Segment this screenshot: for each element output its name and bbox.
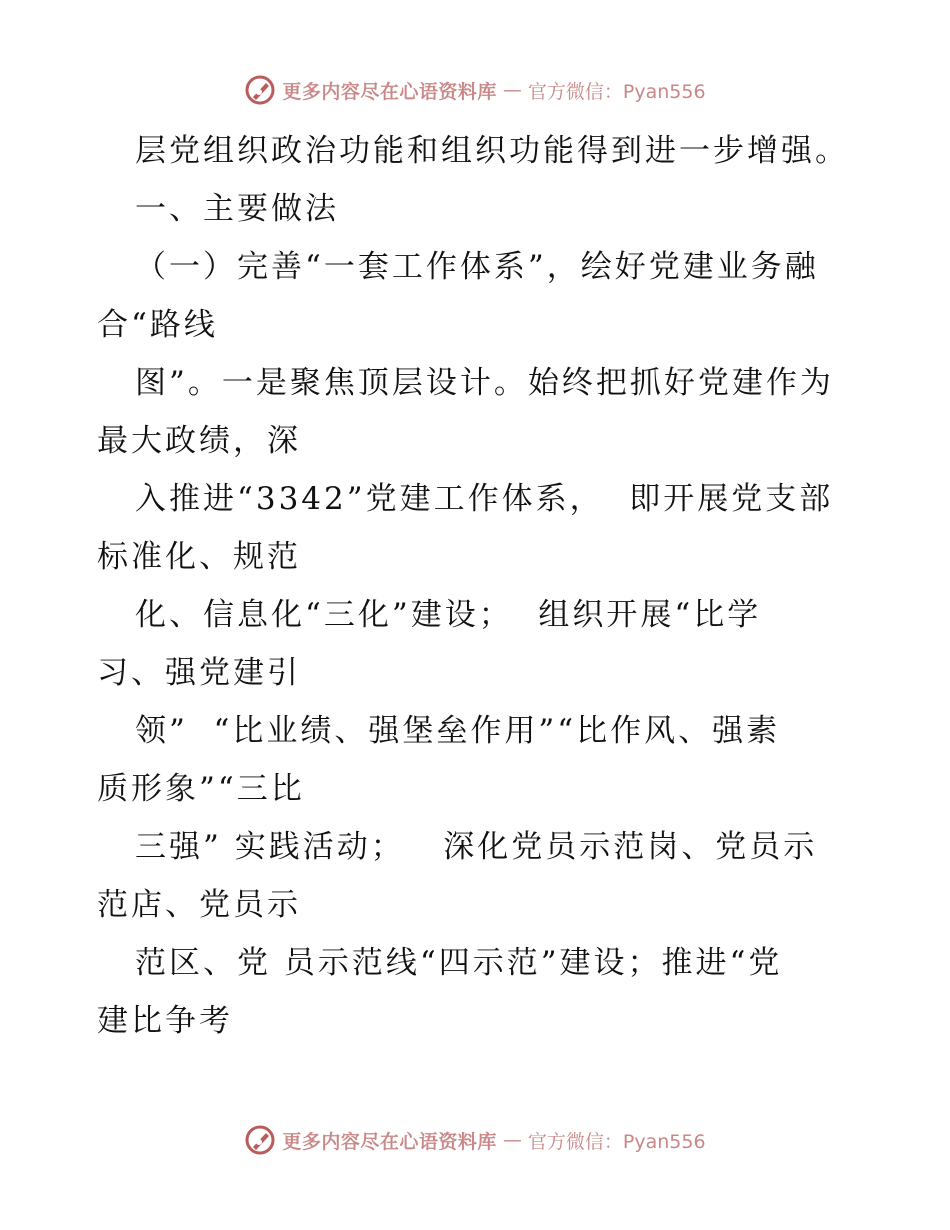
document-body xyxy=(97,122,857,1050)
watermark-separator: — xyxy=(502,1129,522,1151)
watermark-text: 更多内容尽在心语资料库 xyxy=(282,1130,497,1153)
watermark-contact: 官方微信：Pyan556 xyxy=(527,80,706,103)
paragraph-line: 最大政绩，深 xyxy=(97,423,301,459)
watermark-contact: 官方微信：Pyan556 xyxy=(527,1130,706,1153)
paragraph-line: 化、信息化“三化”建设； 组织开展“比学 xyxy=(135,597,762,633)
watermark-separator: — xyxy=(502,79,522,101)
paragraph-line: 图”。一是聚焦顶层设计。始终把抓好党建作为 xyxy=(135,365,834,401)
paragraph-line: 习、强党建引 xyxy=(97,655,301,691)
pen-logo-icon xyxy=(244,74,276,106)
paragraph-line: 范店、党员示 xyxy=(97,887,301,923)
paragraph-line: 三强” 实践活动； 深化党员示范岗、党员示 xyxy=(135,829,818,865)
subsection-heading: （一）完善“一套工作体系”，绘好党建业务融 xyxy=(135,249,819,285)
footer-watermark xyxy=(0,1120,950,1160)
pen-logo-icon xyxy=(244,1124,276,1156)
paragraph-line: 标准化、规范 xyxy=(97,539,301,575)
header-watermark xyxy=(0,70,950,110)
section-heading: 一、主要做法 xyxy=(135,191,339,227)
paragraph-line: 质形象”“三比 xyxy=(97,771,305,807)
paragraph-line: 建比争考 xyxy=(97,1003,233,1039)
paragraph-line: 入推进“3342”党建工作体系， 即开展党支部 xyxy=(135,481,834,517)
paragraph-line: 层党组织政治功能和组织功能得到进一步增强。 xyxy=(135,133,849,169)
paragraph-line: 领” “比业绩、强堡垒作用”“比作风、强素 xyxy=(135,713,781,749)
watermark-text: 更多内容尽在心语资料库 xyxy=(282,80,497,103)
paragraph-line: 范区、党 员示范线“四示范”建设；推进“党 xyxy=(135,945,783,981)
paragraph-line: 合“路线 xyxy=(97,307,218,343)
